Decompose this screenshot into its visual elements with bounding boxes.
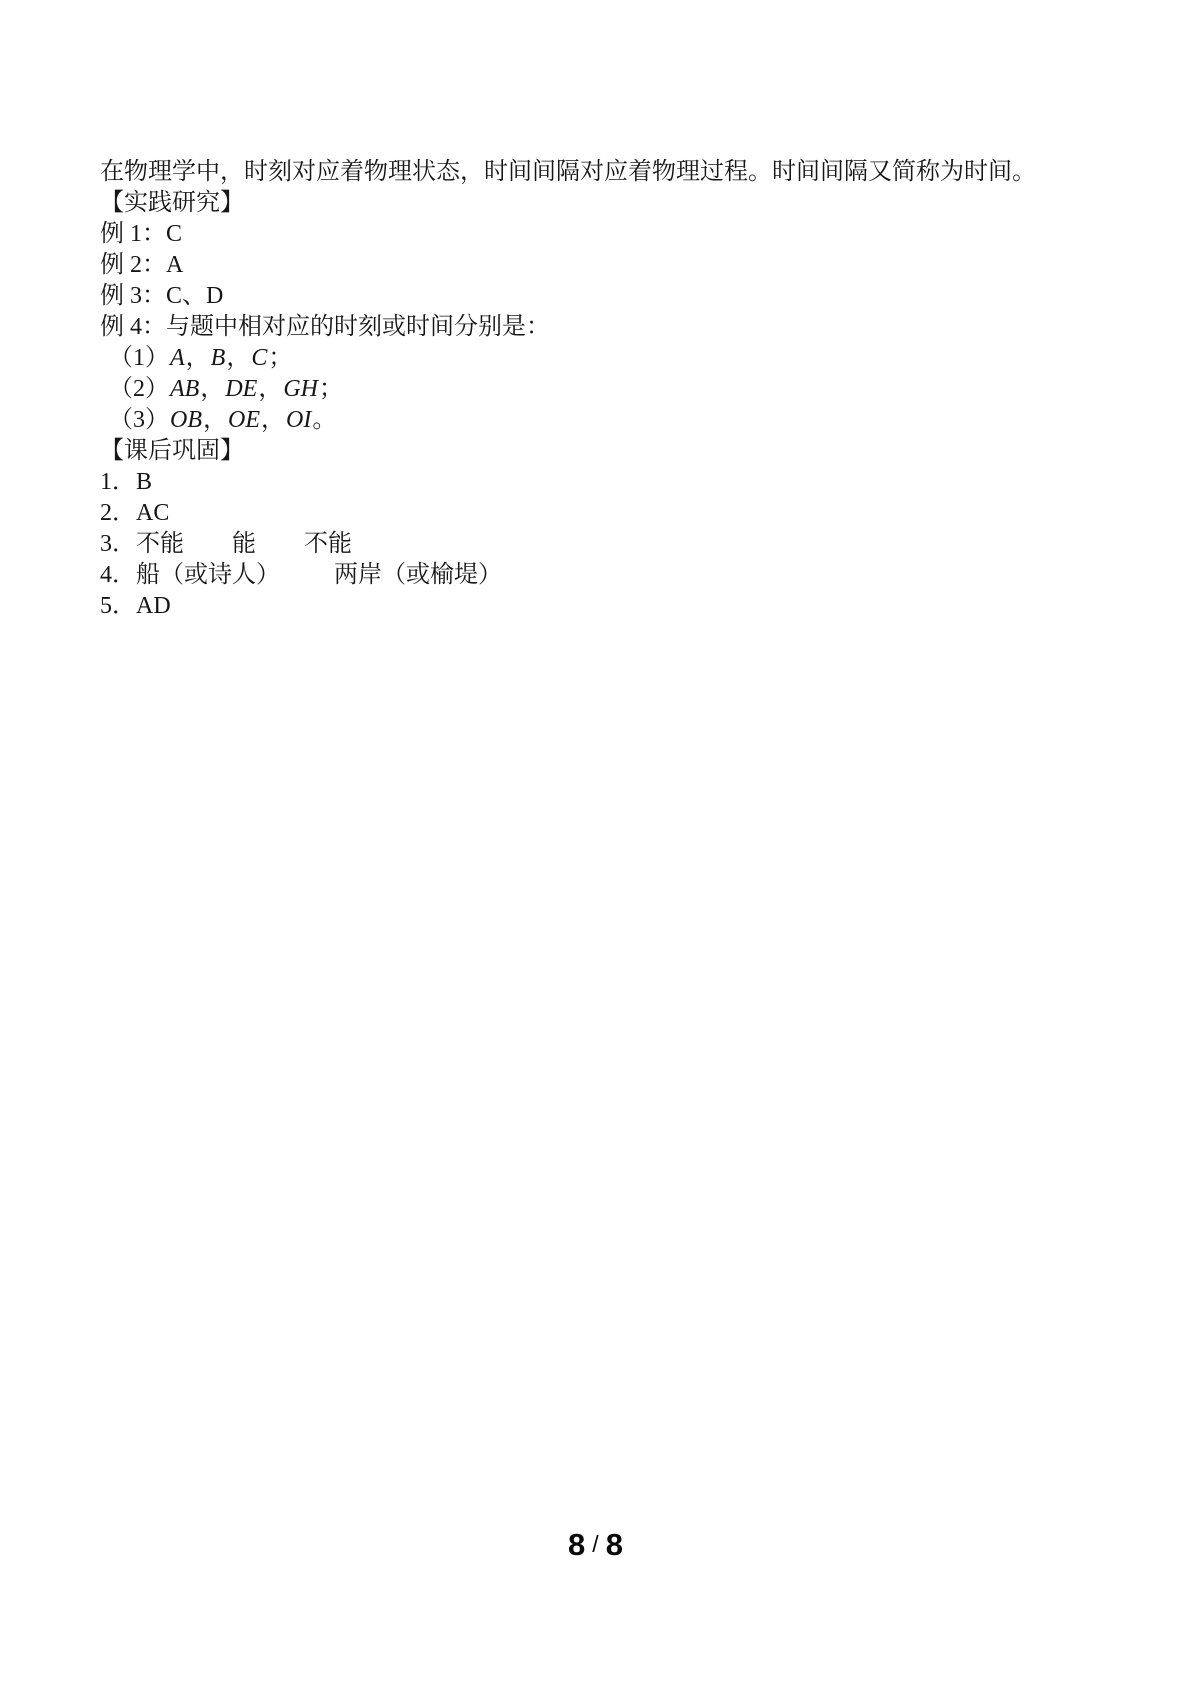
item-answer: B (136, 469, 153, 495)
page-number-separator: / (592, 1531, 599, 1557)
intro-text: 在物理学中，时刻对应着物理状态，时间间隔对应着物理过程。时间间隔又简称为时间。 (100, 159, 1036, 185)
example-answer: 与题中相对应的时刻或时间分别是： (166, 314, 550, 340)
homework-answer-line (100, 467, 1140, 498)
example-answer-line (100, 281, 1140, 312)
math-var: AB (170, 376, 200, 402)
homework-answer-line (100, 560, 1140, 591)
separator: ， (258, 376, 283, 402)
terminator: ； (319, 376, 343, 402)
example-label: 例 3： (100, 283, 166, 309)
item-answer: 船（或诗人） (136, 562, 280, 588)
example4-sub-answer-2 (100, 374, 1140, 405)
separator: ， (200, 376, 225, 402)
separator: ， (185, 345, 210, 371)
example-label: 例 4： (100, 314, 166, 340)
total-page-count: 8 (605, 1527, 623, 1562)
example-answer-line (100, 312, 1140, 343)
answer-text-block (100, 157, 1140, 622)
example4-sub-answer-3 (100, 405, 1140, 436)
math-var: OB (170, 407, 202, 433)
example-answer-line (100, 219, 1140, 250)
item-answer: 不能 (136, 531, 184, 557)
homework-answer-line (100, 529, 1140, 560)
example-answer: C、D (166, 283, 224, 309)
math-var: OE (228, 407, 260, 433)
item-number: 3． (100, 531, 136, 557)
item-answer: 不能 (304, 531, 352, 557)
homework-answer-line (100, 591, 1140, 622)
separator: ， (226, 345, 251, 371)
example-answer: A (166, 252, 184, 278)
practice-section-heading (100, 188, 1140, 219)
separator: ， (203, 407, 227, 433)
intro-paragraph (100, 157, 1140, 188)
math-var: DE (225, 376, 258, 402)
example-label: 例 2： (100, 252, 166, 278)
example4-sub-answer-1 (100, 343, 1140, 374)
example-answer-line (100, 250, 1140, 281)
item-answer: AC (136, 500, 170, 526)
math-var: A (170, 345, 185, 371)
homework-section-heading (100, 436, 1140, 467)
page-number-footer (0, 1528, 1191, 1564)
item-prefix: （3） (109, 407, 169, 433)
current-page-number: 8 (568, 1527, 586, 1562)
item-number: 2． (100, 500, 136, 526)
terminator: ； (268, 345, 293, 371)
terminator: 。 (312, 407, 337, 433)
item-answer: 两岸（或榆堤） (334, 562, 502, 588)
item-prefix: （1） (109, 345, 169, 371)
separator: ， (261, 407, 285, 433)
item-number: 1． (100, 469, 136, 495)
item-answer: 能 (232, 531, 256, 557)
example-answer: C (166, 221, 183, 247)
homework-answer-line (100, 498, 1140, 529)
item-number: 4． (100, 562, 136, 588)
item-prefix: （2） (109, 376, 169, 402)
heading-text: 【课后巩固】 (100, 438, 244, 464)
item-number: 5． (100, 593, 136, 619)
math-var: C (251, 345, 268, 371)
item-answer: AD (136, 593, 171, 619)
math-var: GH (283, 376, 318, 402)
math-var: B (210, 345, 226, 371)
heading-text: 【实践研究】 (100, 190, 244, 216)
example-label: 例 1： (100, 221, 166, 247)
math-var: OI (286, 407, 312, 433)
